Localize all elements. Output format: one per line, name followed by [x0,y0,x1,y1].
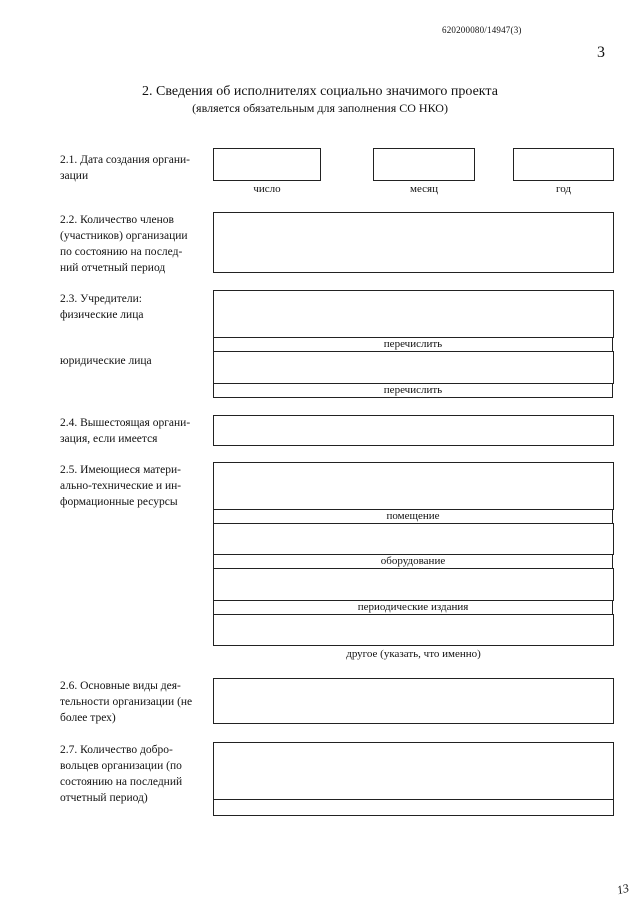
field-2-7-label: 2.7. Количество добро- вольцев организации (по состоянию на последний отчетный период) [60,744,183,804]
page-number: 3 [597,44,605,61]
legal-entities-label: юридические лица [60,355,152,367]
field-2-3-label: 2.3. Учредители: физические лица [60,293,144,321]
legal-caption: перечислить [213,383,613,398]
document-code: 620200080/14947(3) [442,25,522,35]
day-caption: число [253,183,281,195]
creation-year-input[interactable] [513,148,614,181]
members-count-input[interactable] [213,212,614,273]
field-2-6-label: 2.6. Основные виды дея- тельности организации (не более трех) [60,680,193,724]
periodicals-caption: периодические издания [213,600,613,615]
creation-month-input[interactable] [373,148,475,181]
year-caption: год [555,183,572,195]
activities-input[interactable] [213,678,614,724]
founders-legal-input[interactable] [213,351,614,384]
parent-org-input[interactable] [213,415,614,446]
field-2-1-label: 2.1. Дата создания органи- зации [60,154,190,182]
equipment-caption: оборудование [213,554,613,569]
other-caption: другое (указать, что именно) [346,648,481,660]
founders-individuals-input[interactable] [213,290,614,338]
premises-caption: помещение [213,509,613,524]
volunteers-extra-row[interactable] [213,799,614,816]
equipment-input[interactable] [213,523,614,555]
volunteers-count-input[interactable] [213,742,614,800]
field-2-2-label: 2.2. Количество членов (участников) организации по состоянию на послед- ний отчетный период [60,214,188,274]
section-subtitle: (является обязательным для заполнения СО НКО) [192,101,448,115]
section-title: 2. Сведения об исполнителях социально значимого проекта [142,84,498,99]
field-2-4-label: 2.4. Вышестоящая органи- зация, если имеется [60,417,191,445]
field-2-5-label: 2.5. Имеющиеся матери- ально-технические и ин- формационные ресурсы [60,464,182,508]
creation-day-input[interactable] [213,148,321,181]
other-resources-input[interactable] [213,614,614,646]
month-caption: месяц [410,183,438,195]
premises-input[interactable] [213,462,614,510]
individuals-caption: перечислить [213,337,613,352]
handwritten-page-mark: 13 [615,880,631,898]
periodicals-input[interactable] [213,568,614,601]
